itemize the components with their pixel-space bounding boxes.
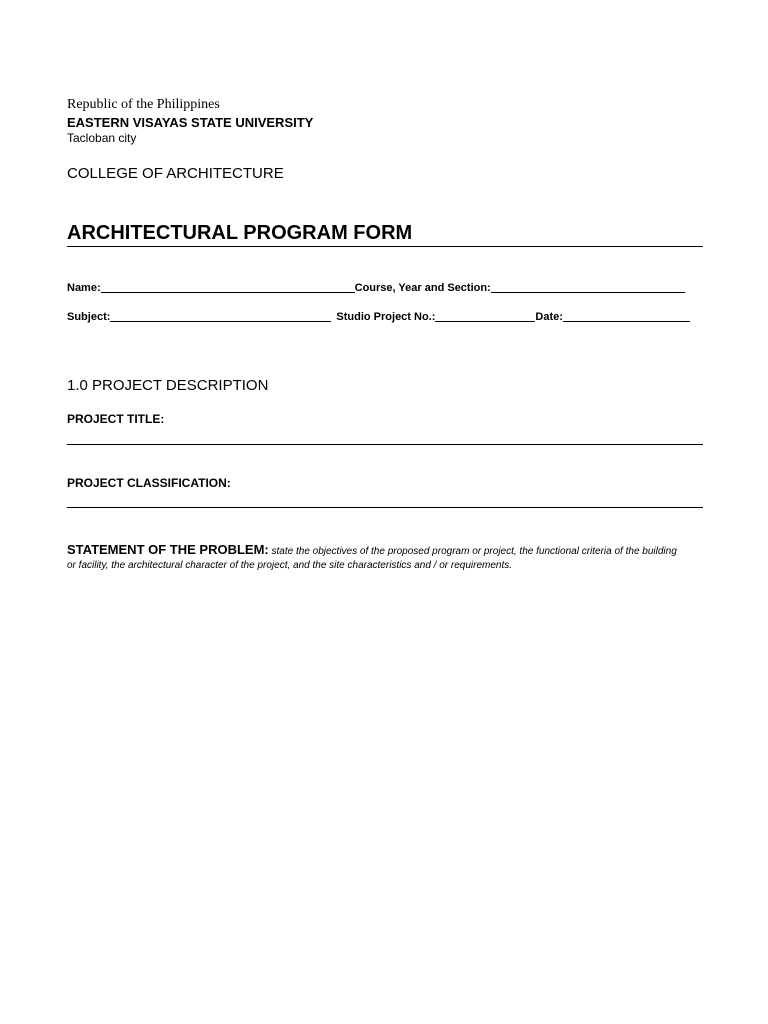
- course-field[interactable]: [491, 282, 685, 293]
- studio-project-field[interactable]: [435, 311, 535, 322]
- name-label: Name:: [67, 282, 101, 294]
- statement-of-problem: [67, 543, 687, 573]
- subject-label: Subject:: [67, 311, 111, 323]
- date-field[interactable]: [563, 311, 690, 322]
- section-heading: 1.0 PROJECT DESCRIPTION: [67, 377, 269, 394]
- project-classification-field[interactable]: [67, 507, 703, 508]
- project-classification-label: PROJECT CLASSIFICATION:: [67, 476, 231, 490]
- city-name: Tacloban city: [67, 131, 137, 145]
- studio-project-label: Studio Project No.:: [336, 311, 436, 323]
- date-label: Date:: [535, 311, 563, 323]
- course-label: Course, Year and Section:: [354, 282, 491, 294]
- republic-line: Republic of the Philippines: [67, 97, 220, 112]
- project-title-field[interactable]: [67, 444, 703, 445]
- college-name: COLLEGE OF ARCHITECTURE: [67, 165, 284, 182]
- subject-field[interactable]: [110, 311, 331, 322]
- project-title-label: PROJECT TITLE:: [67, 412, 165, 426]
- form-title: ARCHITECTURAL PROGRAM FORM: [67, 222, 413, 244]
- title-underline: [67, 246, 703, 247]
- name-field[interactable]: [101, 282, 355, 293]
- university-name: EASTERN VISAYAS STATE UNIVERSITY: [67, 115, 314, 130]
- subject-studio-date-row: [67, 311, 690, 324]
- statement-instruction: state the objectives of the proposed program or project, the functional criteria of the building or facility, the architectural character of the project, and the site characteristics and / or requirements.: [67, 546, 677, 571]
- name-course-row: [67, 282, 685, 295]
- statement-label: STATEMENT OF THE PROBLEM:: [67, 542, 269, 557]
